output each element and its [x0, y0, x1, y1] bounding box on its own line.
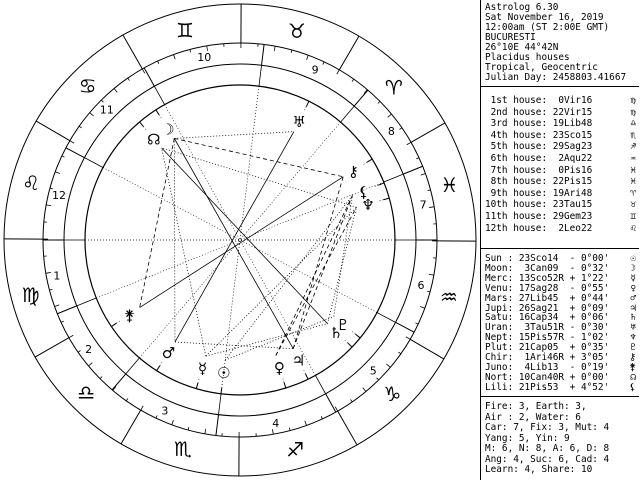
sign-11-icon: ♒ — [439, 285, 458, 310]
glyph-icon: ♇ — [630, 342, 636, 354]
sign-4-icon: ♋ — [78, 74, 97, 99]
chart-time: 12:00am (ST 2:00E GMT) — [485, 22, 610, 33]
house-row: 1st house: 0Vir16 — [485, 95, 593, 106]
house-row: 8th house: 22Pis15 — [485, 176, 593, 188]
glyph-icon: ♄ — [630, 312, 636, 324]
north-node-icon: ☊ — [147, 130, 161, 149]
info-panel — [480, 0, 640, 480]
summary-row: Learn: 4, Share: 10 — [485, 464, 593, 475]
house-number-10: 10 — [197, 50, 212, 64]
sun-icon: ☉ — [216, 363, 231, 382]
sign-8-icon: ♏ — [174, 436, 192, 461]
summary-row: Car: 7, Fix: 3, Mut: 4 — [485, 422, 610, 433]
divider — [481, 86, 639, 87]
planet-row: Nept: 15Pis57R - 1°02' — [485, 332, 610, 344]
house-row: 5th house: 29Sag23 — [485, 141, 593, 153]
lilith-icon: ⚸ — [358, 183, 370, 202]
house-row: 9th house: 19Ari48 — [485, 187, 593, 199]
house-system: Placidus houses — [485, 52, 570, 63]
house-row: 12th house: 2Leo22 — [485, 222, 593, 234]
chart-place: BUCURESTI — [485, 32, 536, 43]
planet-row: Plut: 21Cap05 + 0°35' — [485, 342, 610, 354]
house-number-4: 4 — [272, 417, 280, 431]
chart-date: Sat November 16, 2019 — [485, 12, 604, 23]
house-number-5: 5 — [369, 364, 377, 378]
summary-row: Fire: 3, Earth: 3, — [485, 401, 587, 412]
glyph-icon: ☉ — [630, 253, 636, 264]
house-number-1: 1 — [53, 269, 61, 283]
house-number-3: 3 — [161, 404, 169, 418]
planet-row: Nort: 10Can40R + 0°00' — [485, 371, 610, 383]
glyph-icon: ♍ — [630, 106, 636, 118]
planet-row: Merc: 13Sco52R + 1°22' — [485, 272, 610, 284]
planet-row: Sun : 23Sco14 - 0°00' — [485, 253, 610, 264]
planet-row: Lili: 21Pis53 + 4°52' — [485, 381, 610, 393]
summary-row: Ang: 4, Suc: 6, Cad: 4 — [485, 453, 610, 465]
glyph-icon: ♈ — [630, 187, 636, 199]
glyph-icon: ⚷ — [629, 352, 636, 363]
sign-3-icon: ♊ — [175, 18, 194, 43]
moon-icon: ☽ — [161, 120, 175, 139]
house-number-12: 12 — [52, 189, 67, 203]
house-row: 4th house: 23Sco15 — [485, 129, 593, 141]
glyph-icon: ♏ — [630, 129, 636, 141]
julian-day: Julian Day: 2458803.41667 — [485, 72, 627, 83]
summary-row: M: 6, N: 8, A: 6, D: 8 — [485, 443, 610, 454]
house-number-9: 9 — [311, 63, 319, 77]
house-row: 11th house: 29Gem23 — [485, 211, 593, 222]
sign-7-icon: ♎ — [77, 380, 96, 405]
summary-row: Air : 2, Water: 6 — [485, 411, 581, 423]
glyph-icon: ♌ — [630, 222, 636, 234]
sign-12-icon: ♓ — [440, 172, 459, 197]
mars-icon: ♂ — [161, 344, 176, 363]
glyph-icon: ♓ — [630, 176, 636, 188]
house-row: 6th house: 2Aqu22 — [485, 153, 593, 164]
glyph-icon: ♍ — [630, 95, 636, 106]
mercury-icon: ☿ — [197, 359, 208, 378]
glyph-icon: ♎ — [630, 118, 636, 130]
saturn-icon: ♄ — [329, 323, 343, 342]
house-row: 2nd house: 22Vir15 — [485, 106, 593, 118]
juno-icon: ⚵ — [124, 306, 136, 325]
house-row: 7th house: 0Pis16 — [485, 164, 593, 176]
glyph-icon: ♓ — [630, 164, 636, 176]
program-title: Astrolog 6.30 — [485, 2, 559, 13]
glyph-icon: ☿ — [630, 272, 636, 284]
sign-2-icon: ♉ — [288, 19, 306, 44]
house-number-6: 6 — [417, 278, 425, 292]
chiron-icon: ⚷ — [347, 162, 359, 181]
planet-row: Juno: 4Lib13 - 0°19' — [485, 361, 610, 373]
zodiac-type: Tropical, Geocentric — [485, 62, 598, 73]
house-number-8: 8 — [387, 125, 395, 139]
summary-row: Yang: 5, Yin: 9 — [485, 432, 570, 444]
sign-1-icon: ♈ — [384, 75, 403, 100]
sign-6-icon: ♍ — [21, 283, 40, 308]
house-row: 3rd house: 19Lib48 — [485, 118, 593, 130]
house-number-11: 11 — [99, 103, 114, 117]
glyph-icon: ♂ — [630, 292, 636, 304]
planet-row: Venu: 17Sag28 - 0°55' — [485, 282, 610, 294]
divider — [481, 248, 639, 249]
glyph-icon: ♊ — [630, 211, 636, 222]
planet-row: Uran: 3Tau51R - 0°30' — [485, 322, 610, 334]
glyph-icon: ☊ — [630, 371, 636, 383]
glyph-icon: ♀ — [630, 282, 636, 294]
chart-coords: 26°10E 44°42N — [485, 42, 559, 53]
glyph-icon: ♒ — [630, 153, 636, 164]
house-row: 10th house: 23Tau15 — [485, 199, 593, 211]
pluto-icon: ♇ — [336, 316, 350, 335]
sign-10-icon: ♑ — [383, 381, 402, 406]
planet-row: Satu: 16Cap34 + 0°06' — [485, 312, 610, 324]
venus-icon: ♀ — [273, 359, 285, 378]
divider — [481, 396, 639, 397]
planet-row: Chir: 1Ari46R + 3°05' — [485, 352, 610, 363]
glyph-icon: ♅ — [630, 322, 636, 334]
sign-5-icon: ♌ — [22, 170, 41, 195]
glyph-icon: ☽ — [630, 262, 636, 274]
house-number-7: 7 — [419, 198, 427, 212]
jupiter-icon: ♃ — [291, 351, 306, 370]
glyph-icon: ⚵ — [629, 361, 636, 373]
planet-row: Mars: 27Lib45 + 0°44' — [485, 292, 610, 304]
planet-row: Jupi: 26Sag21 + 0°09' — [485, 302, 610, 314]
glyph-icon: ♆ — [630, 332, 636, 344]
sign-9-icon: ♐ — [286, 437, 305, 462]
glyph-icon: ♐ — [630, 141, 636, 153]
glyph-icon: ♃ — [630, 302, 636, 314]
neptune-icon: ♆ — [361, 196, 375, 215]
glyph-icon: ♉ — [630, 199, 636, 211]
house-number-2: 2 — [85, 342, 93, 356]
uranus-icon: ♅ — [292, 112, 306, 131]
planet-row: Moon: 3Can09 - 0°32' — [485, 262, 610, 274]
glyph-icon: ⚸ — [629, 381, 636, 393]
